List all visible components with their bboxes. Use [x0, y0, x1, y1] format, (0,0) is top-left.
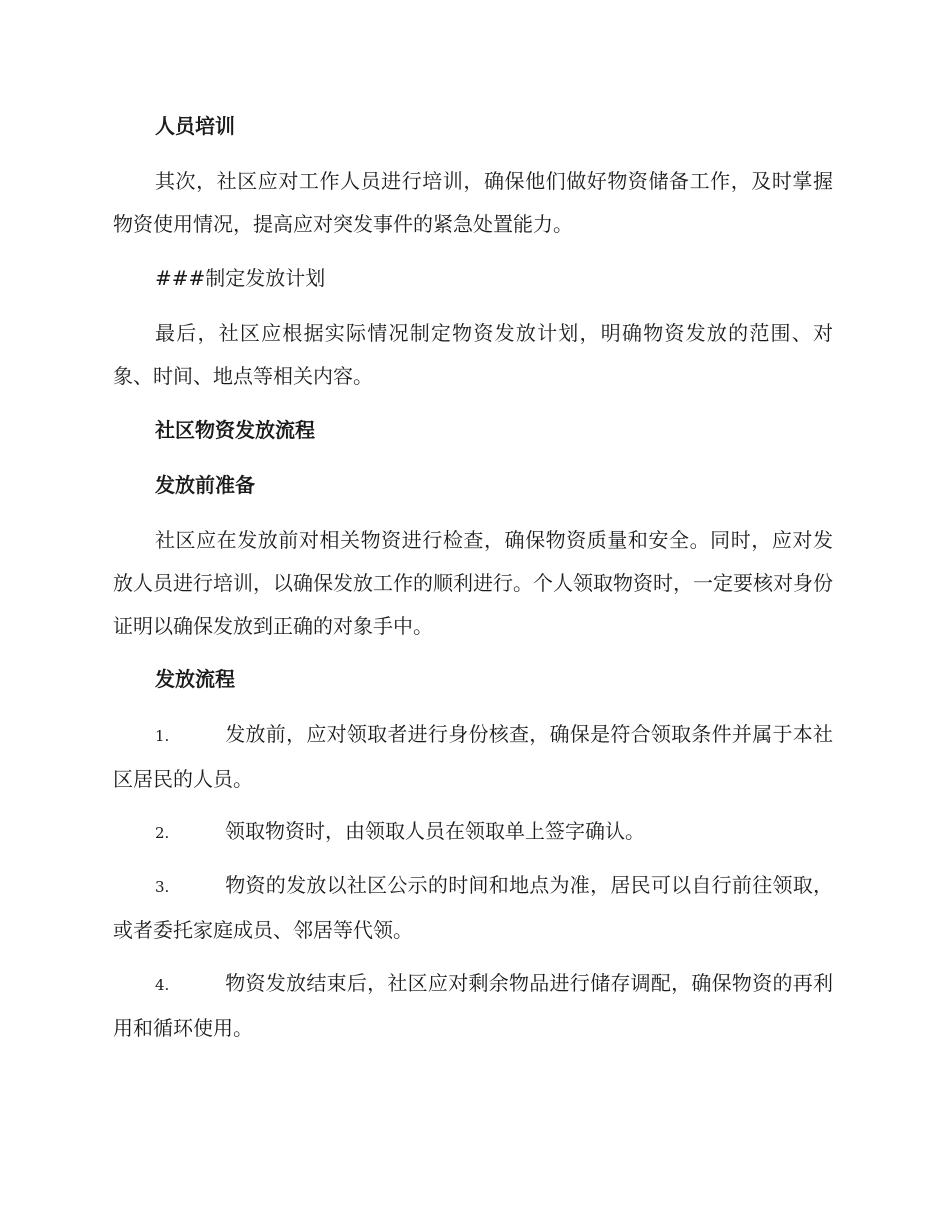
paragraph-staff-training: 其次，社区应对工作人员进行培训，确保他们做好物资储备工作，及时掌握物资使用情况，提高应对突发事件的紧急处置能力。	[113, 169, 833, 236]
paragraph-distribution-plan: 最后，社区应根据实际情况制定物资发放计划，明确物资发放的范围、对象、时间、地点等相关内容。	[113, 321, 833, 388]
list-item	[113, 864, 833, 952]
list-item-text: 物资的发放以社区公示的时间和地点为准，居民可以自行前往领取，或者委托家庭成员、邻居等代领。	[113, 873, 833, 942]
heading-preparation: 发放前准备	[155, 473, 255, 497]
list-item-number: 2.	[155, 824, 170, 842]
list-item-number: 1.	[155, 727, 170, 745]
list-item-text: 发放前，应对领取者进行身份核查，确保是符合领取条件并属于本社区居民的人员。	[113, 722, 833, 791]
list-item-text: 领取物资时，由领取人员在领取单上签字确认。	[225, 819, 645, 843]
heading-staff-training: 人员培训	[155, 114, 235, 138]
list-item-text: 物资发放结束后，社区应对剩余物品进行储存调配，确保物资的再利用和循环使用。	[113, 971, 833, 1040]
heading-distribution-flow: 发放流程	[155, 667, 235, 691]
list-item	[113, 810, 833, 855]
heading-distribution-plan: ###制定发放计划	[155, 266, 326, 290]
heading-community-distribution-process: 社区物资发放流程	[155, 418, 315, 442]
paragraph-preparation: 社区应在发放前对相关物资进行检查，确保物资质量和安全。同时，应对发放人员进行培训，以确保发放工作的顺利进行。个人领取物资时，一定要核对身份证明以确保发放到正确的对象手中。	[113, 528, 833, 638]
list-item	[113, 962, 833, 1050]
list-item	[113, 713, 833, 801]
list-item-number: 3.	[155, 878, 170, 896]
list-item-number: 4.	[155, 976, 170, 994]
